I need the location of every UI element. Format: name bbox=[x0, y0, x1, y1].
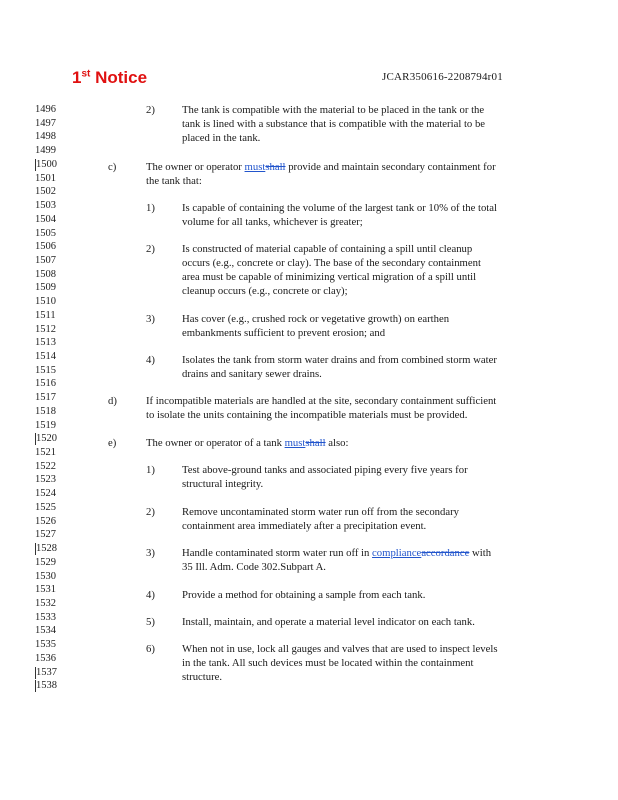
text-line: Install, maintain, and operate a material level indicator on each tank. bbox=[182, 616, 475, 628]
item-text bbox=[182, 588, 425, 602]
item-label: d) bbox=[108, 395, 117, 407]
text-line: If incompatible materials are handled at the site, secondary containment sufficient bbox=[146, 395, 497, 407]
line-number: 1508 bbox=[35, 268, 56, 280]
item-label: 4) bbox=[146, 354, 155, 366]
line-number: 1518 bbox=[35, 405, 56, 417]
item-text bbox=[182, 642, 498, 684]
text-line: cleanup occurs (e.g., concrete or clay); bbox=[182, 285, 348, 297]
text-line: 35 Ill. Adm. Code 302.Subpart A. bbox=[182, 561, 326, 573]
line-number: 1519 bbox=[35, 419, 56, 431]
item-label: e) bbox=[108, 437, 117, 449]
item-label: c) bbox=[108, 161, 117, 173]
text-line: Is capable of containing the volume of the largest tank or 10% of the total bbox=[182, 202, 497, 214]
line-number: 1499 bbox=[35, 145, 56, 157]
line-number: 1523 bbox=[35, 474, 56, 486]
text-line: Has cover (e.g., crushed rock or vegetative growth) on earthen bbox=[182, 313, 450, 325]
line-number: 1516 bbox=[35, 378, 56, 390]
text-line: structure. bbox=[182, 671, 223, 683]
line-number: 1502 bbox=[35, 186, 56, 198]
line-number: 1527 bbox=[35, 529, 56, 541]
notice-heading bbox=[72, 68, 147, 88]
line-number: 1533 bbox=[35, 611, 56, 623]
line-number: 1535 bbox=[35, 639, 56, 651]
line-number: 1517 bbox=[35, 392, 56, 404]
text-line: tank is lined with a substance that is compatible with the material to be bbox=[182, 118, 486, 130]
inserted-text: must bbox=[244, 161, 266, 173]
line-number: 1532 bbox=[35, 597, 56, 609]
text-line: drains and sanitary sewer drains. bbox=[182, 368, 322, 380]
item-text bbox=[182, 546, 491, 574]
line-number: 1496 bbox=[35, 104, 56, 115]
item-label: 4) bbox=[146, 589, 155, 601]
item-text bbox=[182, 505, 459, 533]
text-line: in the tank. All such devices must be located within the containment bbox=[182, 657, 474, 669]
inserted-text: must bbox=[284, 437, 306, 449]
line-number: 1530 bbox=[35, 570, 56, 582]
item-label: 3) bbox=[146, 547, 155, 559]
item-label: 1) bbox=[146, 202, 155, 214]
notice-ordinal: st bbox=[81, 68, 91, 80]
line-number: 1507 bbox=[35, 254, 56, 266]
text-line: Isolates the tank from storm water drains and from combined storm water bbox=[182, 354, 497, 366]
text-line: structural integrity. bbox=[182, 478, 264, 490]
item-text bbox=[146, 394, 496, 422]
deleted-text: shall bbox=[265, 161, 286, 173]
line-number: 1520 bbox=[36, 433, 57, 445]
text-line: The owner or operator mustshall provide and maintain secondary containment for bbox=[146, 161, 496, 173]
text-line: Handle contaminated storm water run off in complianceaccordance with bbox=[182, 547, 492, 559]
text-line: The tank is compatible with the material to be placed in the tank or the bbox=[182, 104, 485, 116]
inserted-text: compliance bbox=[372, 547, 422, 559]
line-number: 1497 bbox=[35, 117, 56, 129]
text-line: the tank that: bbox=[146, 175, 202, 187]
item-text bbox=[182, 103, 485, 145]
document-id: JCAR350616-2208794r01 bbox=[382, 71, 503, 83]
item-label: 5) bbox=[146, 616, 155, 628]
deleted-text: accordance bbox=[421, 547, 470, 559]
text-line: area must be capable of minimizing vertical migration of a spill until bbox=[182, 271, 477, 283]
text-line: Provide a method for obtaining a sample from each tank. bbox=[182, 589, 426, 601]
line-number: 1506 bbox=[35, 241, 56, 253]
item-text bbox=[146, 436, 348, 450]
line-number: 1524 bbox=[35, 488, 56, 500]
line-number: 1510 bbox=[35, 296, 56, 308]
line-number: 1531 bbox=[35, 584, 56, 596]
text-line: containment area immediately after a precipitation event. bbox=[182, 520, 427, 532]
text-line: Is constructed of material capable of containing a spill until cleanup bbox=[182, 243, 473, 255]
item-text bbox=[146, 160, 496, 188]
line-number: 1512 bbox=[35, 323, 56, 335]
text-line: volume for all tanks, whichever is greater; bbox=[182, 216, 363, 228]
text-line: The owner or operator of a tank mustshall also: bbox=[146, 437, 349, 449]
line-number: 1521 bbox=[35, 447, 56, 458]
text-line: embankments sufficient to prevent erosion; and bbox=[182, 327, 386, 339]
text-line: to isolate the units containing the incompatible materials must be provided. bbox=[146, 409, 468, 421]
line-number: 1500 bbox=[36, 158, 57, 170]
item-text bbox=[182, 312, 449, 340]
text-line: Test above-ground tanks and associated piping every five years for bbox=[182, 464, 468, 476]
item-label: 2) bbox=[146, 243, 155, 255]
line-number: 1537 bbox=[36, 666, 57, 678]
text-line: placed in the tank. bbox=[182, 132, 261, 144]
text-line: When not in use, lock all gauges and valves that are used to inspect levels bbox=[182, 643, 498, 655]
item-text bbox=[182, 463, 468, 491]
item-text bbox=[182, 201, 497, 229]
text-line: Remove uncontaminated storm water run off from the secondary bbox=[182, 506, 459, 518]
item-text bbox=[182, 615, 475, 629]
item-label: 6) bbox=[146, 643, 155, 655]
line-number: 1515 bbox=[35, 364, 56, 376]
item-label: 3) bbox=[146, 313, 155, 325]
line-number: 1503 bbox=[35, 200, 56, 211]
item-label: 2) bbox=[146, 104, 155, 116]
item-label: 2) bbox=[146, 506, 155, 518]
line-number: 1504 bbox=[35, 213, 56, 225]
line-number: 1513 bbox=[35, 337, 56, 349]
line-number: 1538 bbox=[36, 680, 57, 692]
line-number: 1509 bbox=[35, 282, 56, 294]
line-number: 1514 bbox=[35, 351, 56, 362]
item-label: 1) bbox=[146, 464, 155, 476]
line-number: 1536 bbox=[35, 652, 56, 664]
line-number: 1526 bbox=[35, 515, 56, 527]
line-number: 1525 bbox=[35, 501, 56, 513]
notice-number: 1 bbox=[72, 68, 82, 87]
text-line: occurs (e.g., concrete or clay). The base of the secondary containment bbox=[182, 257, 481, 269]
item-text bbox=[182, 353, 497, 381]
line-number: 1498 bbox=[35, 131, 56, 143]
line-number: 1528 bbox=[36, 543, 57, 554]
line-number: 1522 bbox=[35, 460, 56, 472]
line-number: 1501 bbox=[35, 172, 56, 184]
line-number: 1511 bbox=[35, 309, 56, 321]
line-number: 1505 bbox=[35, 227, 56, 239]
line-number: 1534 bbox=[35, 625, 56, 637]
line-number: 1529 bbox=[35, 556, 56, 568]
notice-word: Notice bbox=[90, 68, 148, 87]
item-text bbox=[182, 242, 481, 298]
deleted-text: shall bbox=[305, 437, 326, 449]
